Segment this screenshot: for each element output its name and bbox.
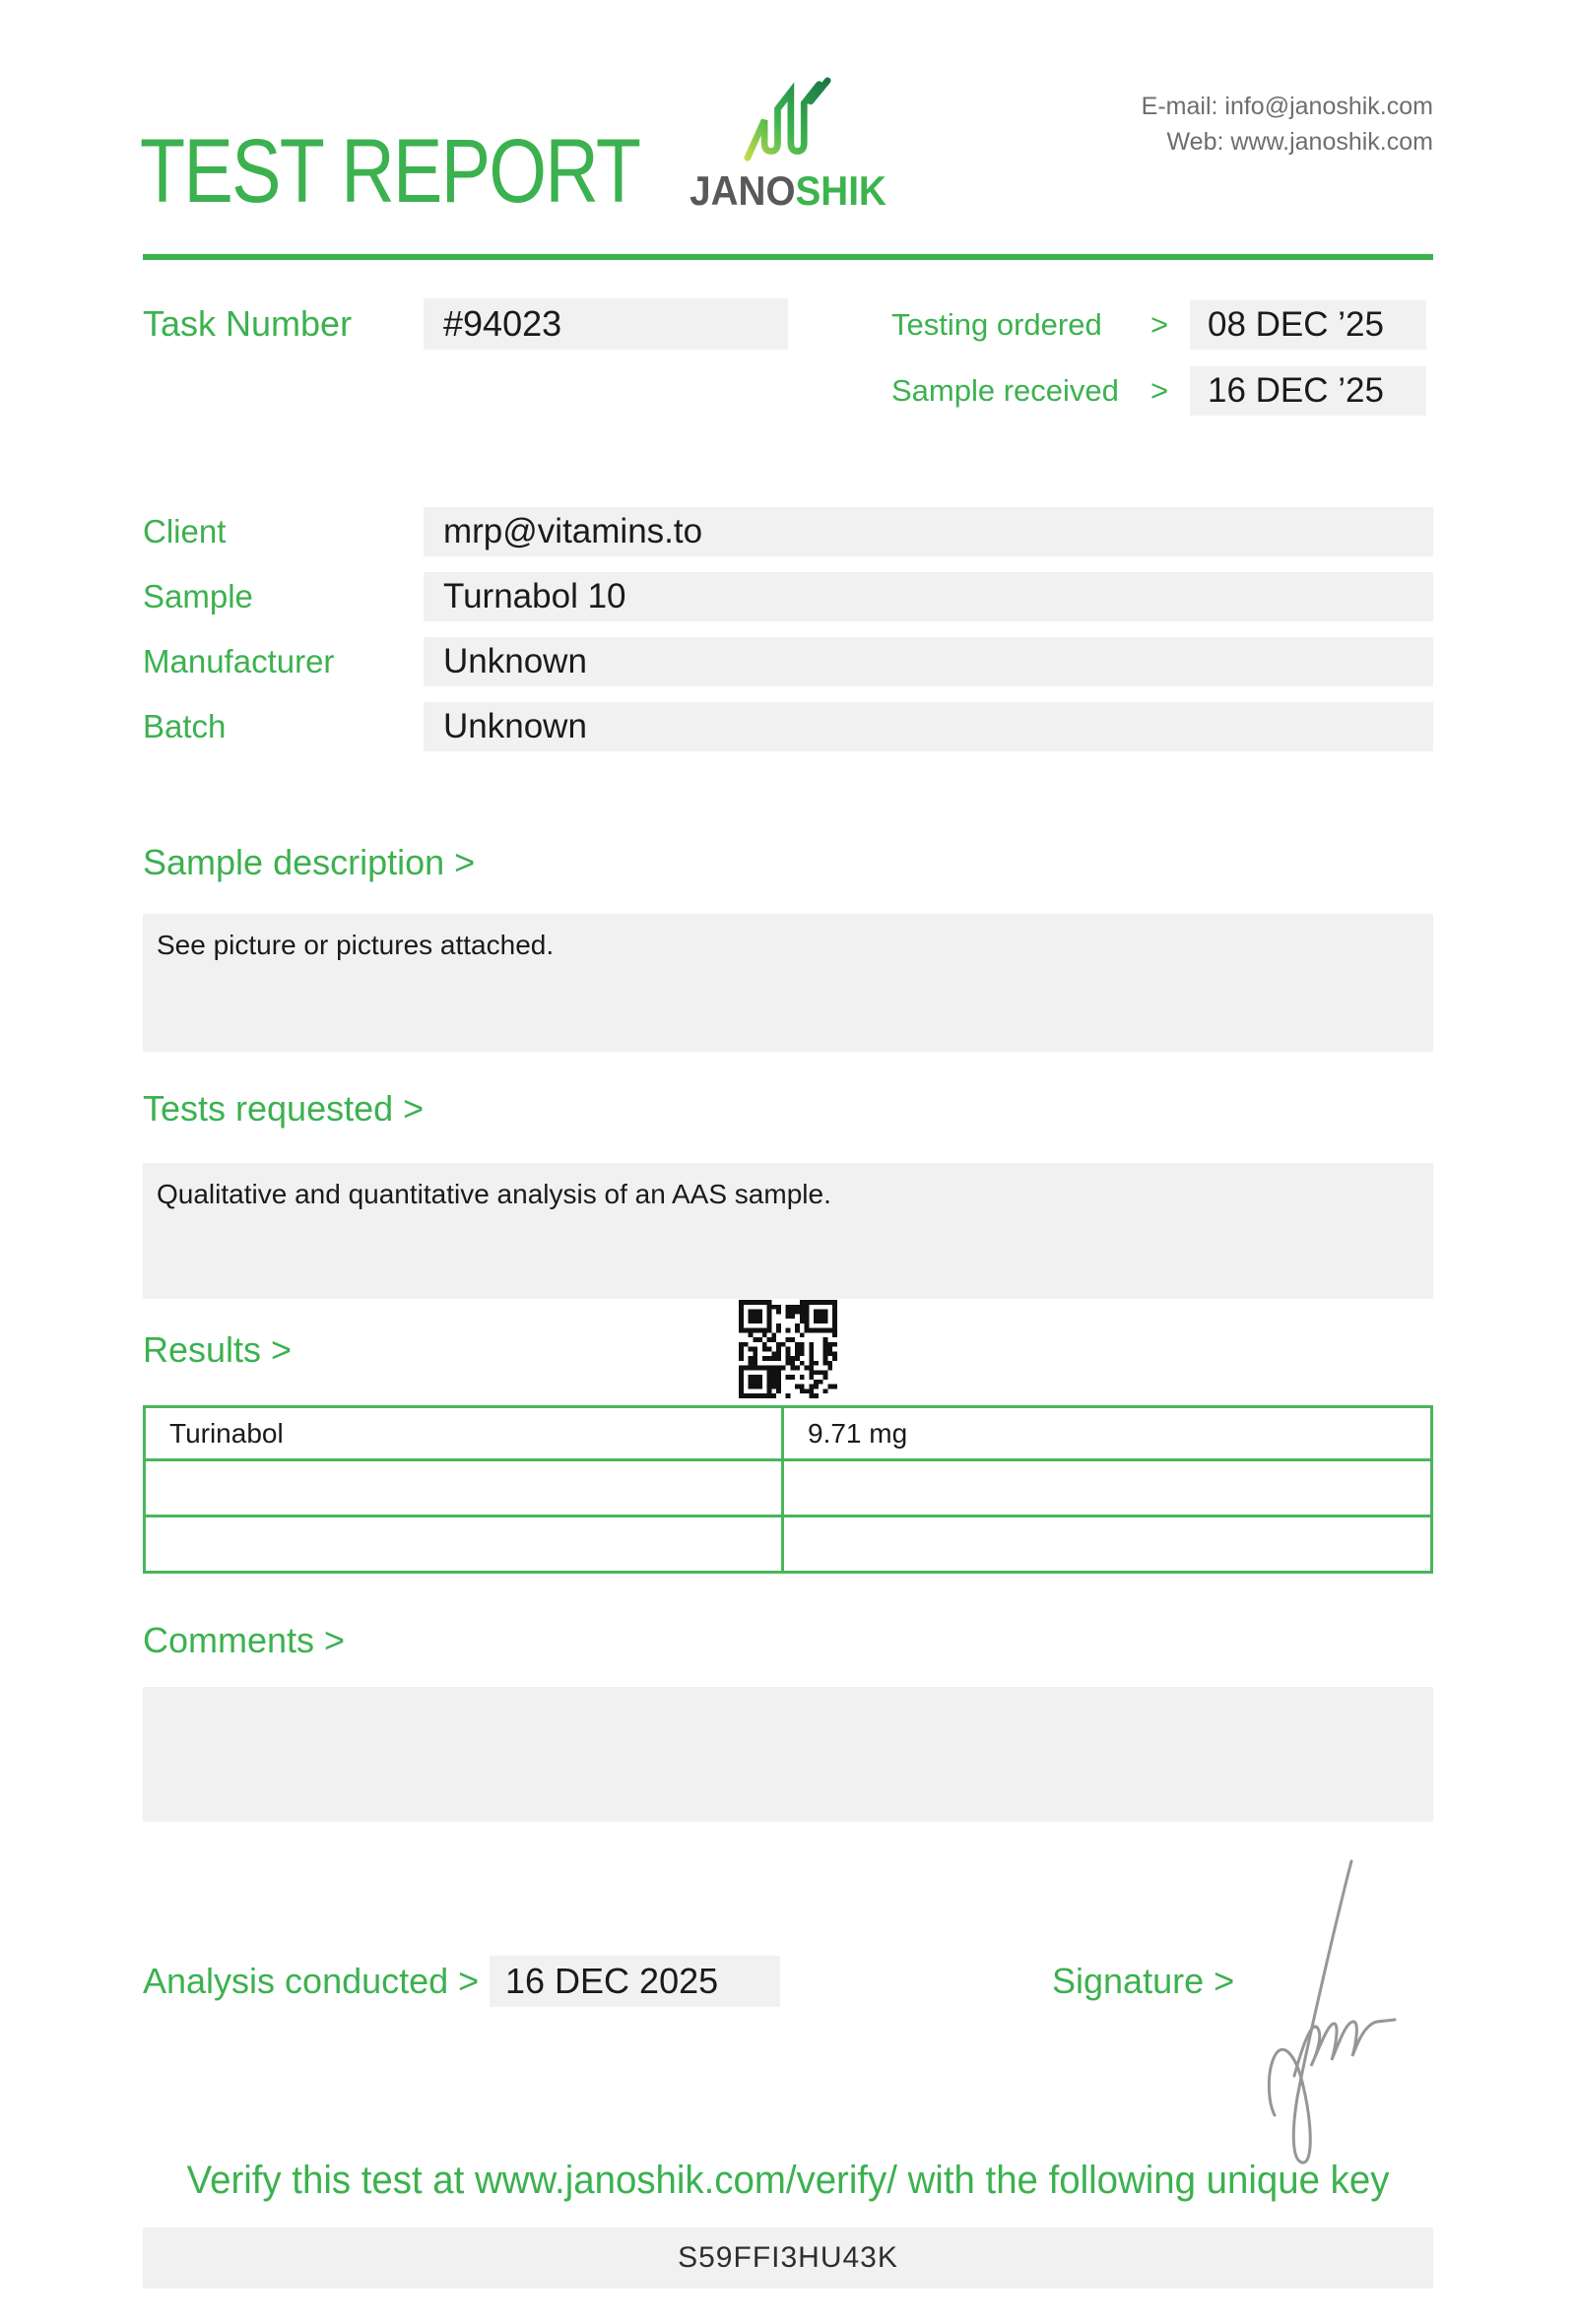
batch-value: Unknown — [424, 702, 1433, 751]
testing-ordered-value: 08 DEC ’25 — [1190, 300, 1426, 350]
sample-received-label: Sample received — [891, 373, 1119, 408]
logo-wordmark — [689, 167, 887, 215]
sample-value: Turnabol 10 — [424, 572, 1433, 621]
header-divider — [143, 254, 1433, 260]
manufacturer-label: Manufacturer — [143, 643, 335, 679]
janoshik-logo — [680, 77, 896, 215]
tests-requested-body: Qualitative and quantitative analysis of an AAS sample. — [143, 1163, 1433, 1299]
result-analyte-cell — [145, 1460, 783, 1517]
testing-ordered-label: Testing ordered — [891, 307, 1102, 342]
results-table — [143, 1405, 1433, 1574]
sample-description-body: See picture or pictures attached. — [143, 914, 1433, 1052]
tests-requested-heading: Tests requested > — [143, 1088, 425, 1129]
page-title: TEST REPORT — [140, 121, 640, 222]
result-analyte-cell — [145, 1517, 783, 1573]
contact-web: Web: www.janoshik.com — [1166, 128, 1433, 157]
verify-key: S59FFI3HU43K — [143, 2227, 1433, 2289]
logo-word-gray: JANO — [690, 167, 796, 214]
growth-chart-icon — [741, 77, 835, 163]
signature-image — [1251, 1853, 1409, 2183]
manufacturer-value: Unknown — [424, 637, 1433, 686]
table-row — [145, 1407, 1432, 1460]
contact-email: E-mail: info@janoshik.com — [1141, 93, 1433, 120]
logo-word-green: SHIK — [795, 167, 886, 214]
qr-code — [739, 1300, 837, 1398]
result-amount-cell — [783, 1460, 1432, 1517]
sample-received-value: 16 DEC ’25 — [1190, 366, 1426, 416]
task-number-label: Task Number — [143, 303, 353, 344]
comments-heading: Comments > — [143, 1620, 346, 1660]
analysis-conducted-label: Analysis conducted > — [143, 1961, 480, 2001]
sample-received-arrow: > — [1150, 373, 1169, 408]
task-number-value: #94023 — [424, 298, 788, 350]
result-amount-cell: 9.71 mg — [783, 1407, 1432, 1460]
table-row — [145, 1517, 1432, 1573]
result-analyte-cell: Turinabol — [145, 1407, 783, 1460]
analysis-date-value: 16 DEC 2025 — [490, 1956, 780, 2007]
batch-label: Batch — [143, 708, 227, 744]
verify-instruction: Verify this test at www.janoshik.com/verify/ with the following unique key — [186, 2159, 1390, 2202]
comments-body — [143, 1687, 1433, 1822]
signature-label: Signature > — [1052, 1961, 1235, 2001]
result-amount-cell — [783, 1517, 1432, 1573]
testing-ordered-arrow: > — [1150, 307, 1169, 342]
client-label: Client — [143, 513, 227, 549]
client-value: mrp@vitamins.to — [424, 507, 1433, 556]
results-heading: Results > — [143, 1329, 293, 1370]
contact-info — [1142, 89, 1433, 161]
table-row — [145, 1460, 1432, 1517]
sample-description-heading: Sample description > — [143, 842, 476, 882]
sample-label: Sample — [143, 578, 253, 614]
